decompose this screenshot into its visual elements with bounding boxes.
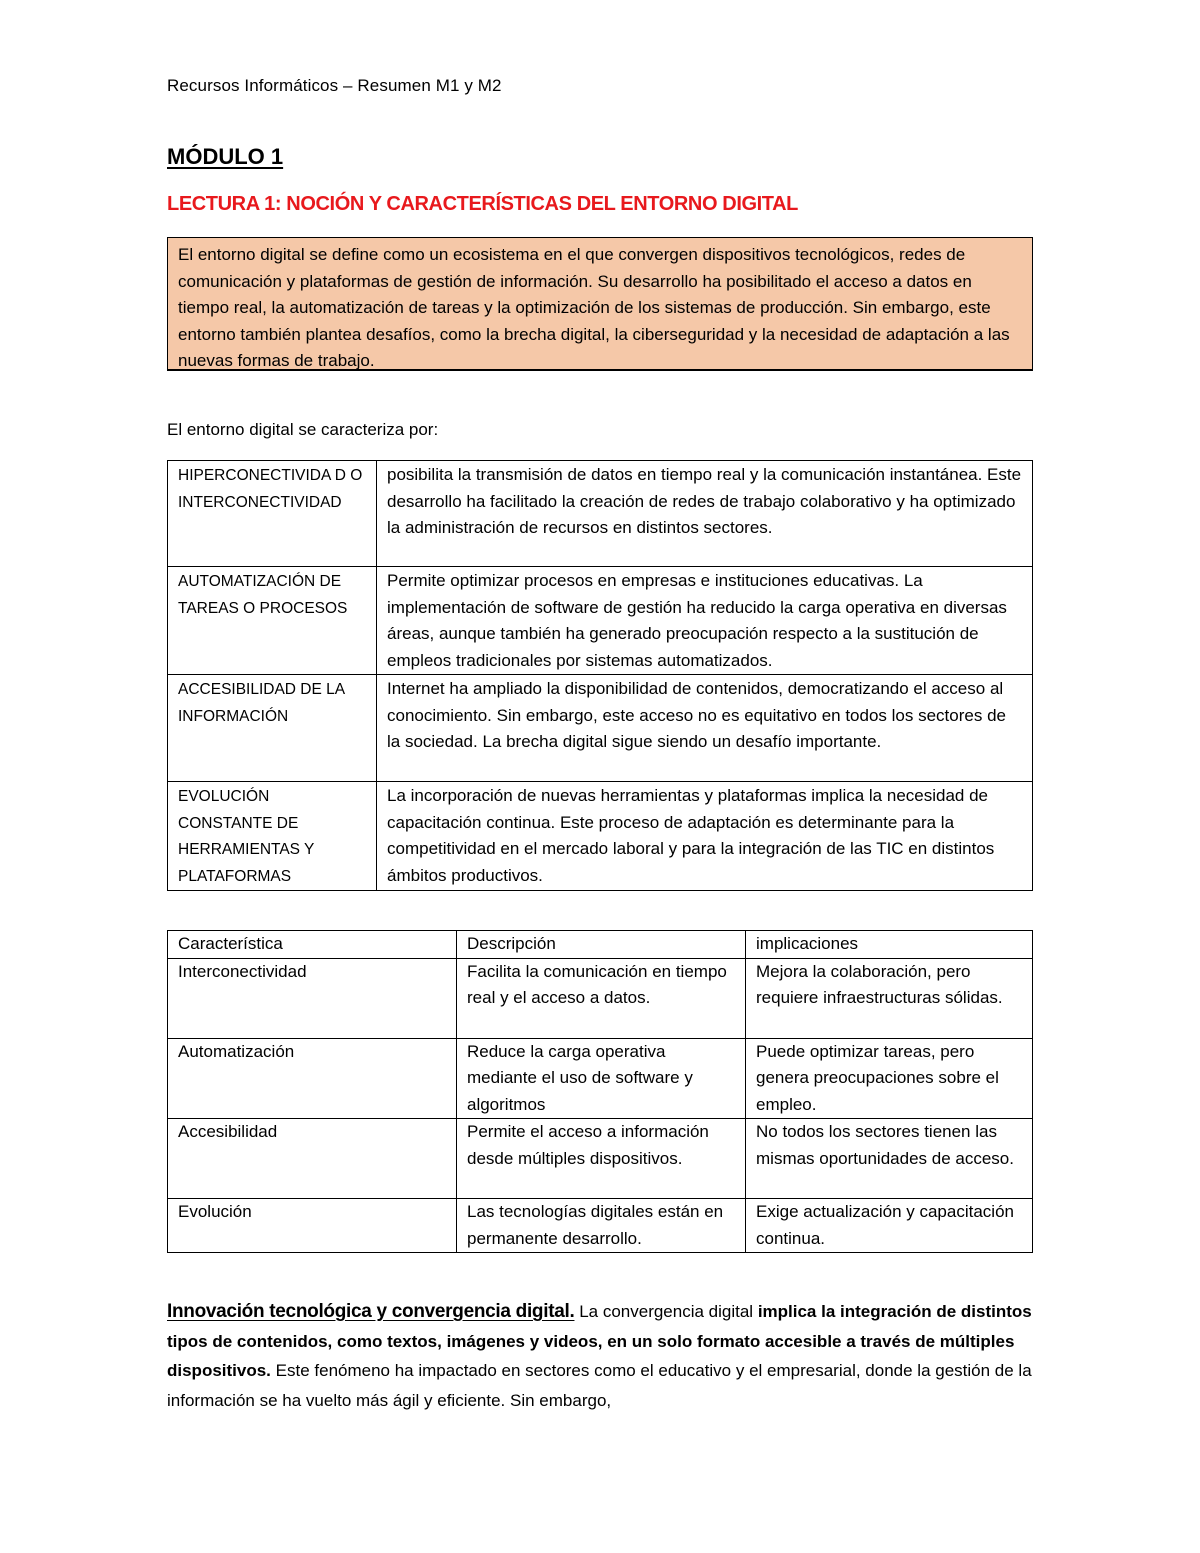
column-header: Descripción xyxy=(457,931,746,959)
characteristic-description: posibilita la transmisión de datos en tiempo real y la comunicación instantánea. Este desarrollo ha facilitado la creación de redes de trabajo colaborativo y ha optimizado la administración de recursos en distintos sectores. xyxy=(377,461,1033,567)
table-cell: Reduce la carga operativa mediante el uso de software y algoritmos xyxy=(457,1038,746,1119)
table-header-row xyxy=(168,931,1033,959)
table-cell: Facilita la comunicación en tiempo real y el acceso a datos. xyxy=(457,958,746,1038)
summary-box: El entorno digital se define como un ecosistema en el que convergen dispositivos tecnológicos, redes de comunicación y plataformas de gestión de información. Su desarrollo ha posibilitado el acceso a datos en tiempo real, la automatización de tareas y la optimización de los sistemas de producción. Sin embargo, este entorno también plantea desafíos, como la brecha digital, la ciberseguridad y la necesidad de adaptación a las nuevas formas de trabajo. xyxy=(167,237,1033,371)
table-cell: Automatización xyxy=(168,1038,457,1119)
table-cell: Las tecnologías digitales están en permanente desarrollo. xyxy=(457,1199,746,1253)
table-cell: Interconectividad xyxy=(168,958,457,1038)
table-row xyxy=(168,958,1033,1038)
section-lead-in: La convergencia digital xyxy=(574,1302,758,1321)
characteristic-term: HIPERCONECTIVIDA D O INTERCONECTIVIDAD xyxy=(168,461,377,567)
characteristics-table xyxy=(167,460,1033,891)
table-cell: Accesibilidad xyxy=(168,1119,457,1199)
running-header: Recursos Informáticos – Resumen M1 y M2 xyxy=(167,76,502,95)
section-title: Innovación tecnológica y convergencia digital. xyxy=(167,1301,575,1322)
table-row xyxy=(168,567,1033,675)
summary-table xyxy=(167,930,1033,1253)
column-header: implicaciones xyxy=(746,931,1033,959)
table-row xyxy=(168,1199,1033,1253)
section-bold-text: implica la integración de distintos tipos de contenidos, como textos, imágenes y videos, en un solo formato accesible a través de múltiples dispositivos. xyxy=(167,1302,1032,1380)
table-cell: No todos los sectores tienen las mismas oportunidades de acceso. xyxy=(746,1119,1033,1199)
table-row xyxy=(168,675,1033,782)
table-row xyxy=(168,782,1033,891)
section-body-text: Este fenómeno ha impactado en sectores como el educativo y el empresarial, donde la gestión de la información se ha vuelto más ágil y eficiente. Sin embargo, xyxy=(167,1361,1032,1410)
column-header: Característica xyxy=(168,931,457,959)
table-cell: Permite el acceso a información desde múltiples dispositivos. xyxy=(457,1119,746,1199)
table-cell: Evolución xyxy=(168,1199,457,1253)
table-cell: Exige actualización y capacitación continua. xyxy=(746,1199,1033,1253)
table-cell: Mejora la colaboración, pero requiere infraestructuras sólidas. xyxy=(746,958,1033,1038)
table-cell: Puede optimizar tareas, pero genera preocupaciones sobre el empleo. xyxy=(746,1038,1033,1119)
innovation-section xyxy=(167,1297,1037,1415)
module-title: MÓDULO 1 xyxy=(167,144,284,169)
table-row xyxy=(168,1119,1033,1199)
characteristic-description: Internet ha ampliado la disponibilidad de contenidos, democratizando el acceso al conocimiento. Sin embargo, este acceso no es equitativo en todos los sectores de la sociedad. La brecha digital sigue siendo un desafío importante. xyxy=(377,675,1033,782)
table-row xyxy=(168,1038,1033,1119)
characteristic-description: La incorporación de nuevas herramientas y plataformas implica la necesidad de capacitación continua. Este proceso de adaptación es determinante para la competitividad en el mercado laboral y para la integración de las TIC en distintos ámbitos productivos. xyxy=(377,782,1033,891)
table-row xyxy=(168,461,1033,567)
reading-title: LECTURA 1: NOCIÓN Y CARACTERÍSTICAS DEL ENTORNO DIGITAL xyxy=(167,193,798,215)
characteristic-term: AUTOMATIZACIÓN DE TAREAS O PROCESOS xyxy=(168,567,377,675)
characteristic-term: EVOLUCIÓN CONSTANTE DE HERRAMIENTAS Y PLATAFORMAS xyxy=(168,782,377,891)
intro-text: El entorno digital se caracteriza por: xyxy=(167,420,439,439)
characteristic-description: Permite optimizar procesos en empresas e instituciones educativas. La implementación de software de gestión ha reducido la carga operativa en diversas áreas, aunque también ha generado preocupación respecto a la sustitución de empleos tradicionales por sistemas automatizados. xyxy=(377,567,1033,675)
characteristic-term: ACCESIBILIDAD DE LA INFORMACIÓN xyxy=(168,675,377,782)
